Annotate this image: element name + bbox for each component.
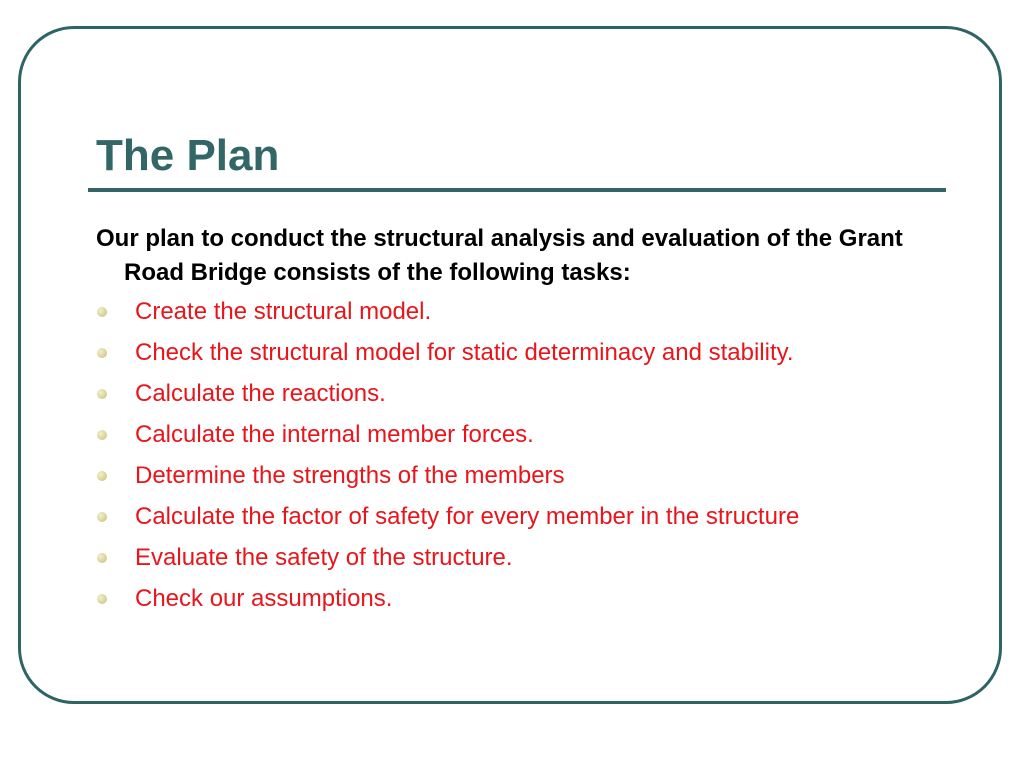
task-label: Calculate the internal member forces.: [135, 421, 534, 448]
task-item: [96, 334, 956, 375]
intro-text: Our plan to conduct the structural analysis and evaluation of the Grant Road Bridge consists of the following tasks:: [96, 225, 903, 286]
bullet-icon: [97, 594, 107, 604]
task-label: Check our assumptions.: [135, 585, 393, 612]
bullet-icon: [97, 307, 107, 317]
task-item: [96, 375, 956, 416]
task-label: Calculate the factor of safety for every member in the structure: [135, 503, 800, 530]
bullet-icon: [97, 348, 107, 358]
task-label: Create the structural model.: [135, 298, 432, 325]
task-list: [96, 293, 956, 621]
task-label: Calculate the reactions.: [135, 380, 386, 407]
bullet-icon: [97, 430, 107, 440]
slide-title: The Plan: [96, 131, 280, 180]
task-label: Determine the strengths of the members: [135, 462, 565, 489]
task-item: [96, 293, 956, 334]
title-underline: [88, 188, 946, 192]
task-label: Check the structural model for static determinacy and stability.: [135, 339, 794, 366]
task-item: [96, 539, 956, 580]
task-item: [96, 580, 956, 621]
bullet-icon: [97, 389, 107, 399]
bullet-icon: [97, 512, 107, 522]
task-item: [96, 498, 956, 539]
task-label: Evaluate the safety of the structure.: [135, 544, 513, 571]
task-item: [96, 457, 956, 498]
bullet-icon: [97, 471, 107, 481]
task-item: [96, 416, 956, 457]
bullet-icon: [97, 553, 107, 563]
